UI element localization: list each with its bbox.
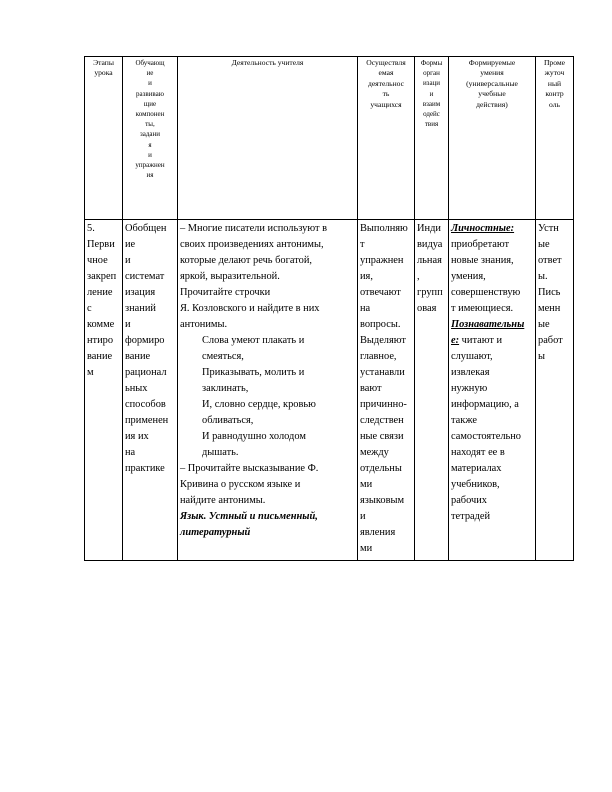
text-line: И, словно сердце, кровью xyxy=(202,399,316,410)
text-line: следствен xyxy=(360,415,404,426)
text-line: вание xyxy=(87,351,113,362)
text-line: и xyxy=(429,89,434,98)
text-line: причинно- xyxy=(360,399,407,410)
text-line: новые знания, xyxy=(451,255,514,266)
text-line: между xyxy=(360,447,389,458)
text-line: которые делают речь богатой, xyxy=(180,255,312,266)
text-line: устанавли xyxy=(360,367,405,378)
text-line: Слова умеют плакать и xyxy=(202,335,305,346)
cognitive-label-line-2 xyxy=(451,333,533,349)
text-line: Деятельность учителя xyxy=(231,58,304,67)
text-line: системат xyxy=(125,271,165,282)
text-line: рационал xyxy=(125,367,167,378)
text-line: чное xyxy=(87,255,108,266)
text-line: языковым xyxy=(360,495,405,506)
cell-teacher xyxy=(178,220,358,561)
cognitive-rest: читают и xyxy=(459,335,503,346)
text-line: учебные xyxy=(478,89,506,99)
cell-content xyxy=(123,220,178,561)
text-line: ие xyxy=(125,239,136,250)
text-line: ие xyxy=(146,69,154,78)
text-line: комме xyxy=(87,319,115,330)
text-line: извлекая xyxy=(451,367,490,378)
text-line: информацию, а xyxy=(451,399,519,410)
text-line: литературный xyxy=(180,527,251,538)
text-line: Обобщен xyxy=(125,223,167,234)
text-line: ные связи xyxy=(360,431,404,442)
text-line: ми xyxy=(360,543,373,554)
text-line: овая xyxy=(417,303,437,314)
text-line: ми xyxy=(360,479,373,490)
text-line: 5. xyxy=(87,223,95,234)
text-line: Приказывать, молить и xyxy=(202,367,305,378)
header-student xyxy=(358,57,415,220)
cognitive-text xyxy=(451,349,533,525)
text-line: ты, xyxy=(145,120,155,129)
text-line: Этапы xyxy=(93,58,114,67)
text-line: слушают, xyxy=(451,351,493,362)
text-line: групп xyxy=(417,287,443,298)
cognitive-label-1: Познавательны xyxy=(451,319,525,330)
cell-control xyxy=(536,220,574,561)
text-line: одейс xyxy=(423,110,440,119)
text-line: на xyxy=(125,447,136,458)
text-line: взаим xyxy=(422,99,441,108)
text-line: и xyxy=(360,511,366,522)
text-line: ть xyxy=(382,89,390,99)
text-line: отдельны xyxy=(360,463,402,474)
text-line: совершенствую xyxy=(451,287,521,298)
text-line: Обучающ xyxy=(135,59,165,67)
text-line: деятельнос xyxy=(367,78,405,88)
text-line: – Многие писатели используют в xyxy=(180,223,327,234)
text-line: Формы xyxy=(420,59,443,67)
text-line: дышать. xyxy=(202,447,239,458)
text-line: оль xyxy=(549,99,560,109)
text-line: вание xyxy=(125,351,151,362)
header-forms xyxy=(415,57,449,220)
text-line: орган xyxy=(423,69,440,78)
text-line: видуа xyxy=(417,239,443,250)
header-stage xyxy=(85,57,123,220)
text-line: жуточ xyxy=(544,68,565,78)
text-line: вают xyxy=(360,383,382,394)
poem-kozlovsky xyxy=(180,333,355,461)
text-line: тетрадей xyxy=(451,511,491,522)
text-line: упражнен xyxy=(135,161,165,170)
text-line: льная xyxy=(417,255,442,266)
text-line: ы. xyxy=(538,271,548,282)
text-line: , xyxy=(417,271,420,282)
text-line: ление xyxy=(87,287,113,298)
text-line: Формируемые xyxy=(468,58,516,67)
text-line: приобретают xyxy=(451,239,510,250)
text-line: закреп xyxy=(87,271,117,282)
text-line: нтиро xyxy=(87,335,114,346)
text-line: (универсальные xyxy=(466,78,518,88)
text-line: явления xyxy=(360,527,396,538)
text-line: задани xyxy=(139,130,161,139)
text-line: Перви xyxy=(87,239,115,250)
text-line: находят ее в xyxy=(451,447,505,458)
text-line: своих произведениях антонимы, xyxy=(180,239,324,250)
text-line: умения xyxy=(480,68,504,78)
text-line: заклинать, xyxy=(202,383,249,394)
text-line: с xyxy=(87,303,92,314)
text-line: компонен xyxy=(135,110,165,119)
text-line: материалах xyxy=(451,463,502,474)
text-line: и xyxy=(125,255,131,266)
text-line: работ xyxy=(538,335,563,346)
text-line: ответ xyxy=(538,255,562,266)
header-content xyxy=(123,57,178,220)
cell-stage xyxy=(85,220,123,561)
text-line: антонимы. xyxy=(180,319,228,330)
text-line: найдите антонимы. xyxy=(180,495,266,506)
text-line: Выделяют xyxy=(360,335,406,346)
text-line: ые xyxy=(538,319,550,330)
krivin-quote xyxy=(180,509,355,541)
teacher-intro xyxy=(180,221,355,333)
text-line: знаний xyxy=(125,303,156,314)
text-line: т имеющиеся. xyxy=(451,303,514,314)
text-line: самостоятельно xyxy=(451,431,522,442)
text-line: щие xyxy=(143,99,157,108)
text-line: ы xyxy=(538,351,545,362)
text-line: рабочих xyxy=(451,495,488,506)
text-line: изация xyxy=(125,287,156,298)
text-line: на xyxy=(360,303,371,314)
text-line: действия) xyxy=(476,99,508,109)
cognitive-label-2: е: xyxy=(451,335,460,346)
text-line: Проме xyxy=(543,58,566,67)
text-line: м xyxy=(87,367,94,378)
text-line: Устн xyxy=(538,223,559,234)
text-line: нужную xyxy=(451,383,488,394)
text-line: формиро xyxy=(125,335,165,346)
lesson-plan-table xyxy=(84,56,574,561)
header-row xyxy=(85,57,574,220)
text-line: яркой, выразительной. xyxy=(180,271,280,282)
text-line: и xyxy=(125,319,131,330)
text-line: вопросы. xyxy=(360,319,401,330)
text-line: практике xyxy=(125,463,165,474)
text-line: Я. Козловского и найдите в них xyxy=(180,303,320,314)
text-line: ия xyxy=(146,171,154,180)
text-line: твия xyxy=(424,120,439,129)
text-line: Выполняю xyxy=(360,223,408,234)
text-line: также xyxy=(451,415,477,426)
text-line: Кривина о русском языке и xyxy=(180,479,301,490)
text-line: урока xyxy=(94,68,113,78)
text-line: обливаться, xyxy=(202,415,254,426)
cell-student xyxy=(358,220,415,561)
text-line: главное, xyxy=(360,351,397,362)
text-line: Язык. Устный и письменный, xyxy=(180,511,318,522)
text-line: и xyxy=(148,79,152,88)
text-line: я xyxy=(148,140,152,149)
text-line: способов xyxy=(125,399,166,410)
cell-forms xyxy=(415,220,449,561)
text-line: Инди xyxy=(417,223,441,234)
personal-text xyxy=(451,237,533,317)
text-line: менн xyxy=(538,303,561,314)
header-teacher xyxy=(178,57,358,220)
text-line: изаци xyxy=(422,79,441,88)
text-line: Осуществля xyxy=(366,58,406,67)
text-line: Прочитайте строчки xyxy=(180,287,271,298)
text-line: умения, xyxy=(451,271,486,282)
teacher-task-2 xyxy=(180,461,355,509)
text-line: ьных xyxy=(125,383,148,394)
text-line: ия их xyxy=(125,431,149,442)
text-line: емая xyxy=(378,68,394,78)
text-line: упражнен xyxy=(360,255,404,266)
text-line: учащихся xyxy=(370,99,402,109)
text-line: контр xyxy=(545,89,564,99)
text-line: ия, xyxy=(360,271,373,282)
text-line: ный xyxy=(547,78,562,88)
text-line: учебников, xyxy=(451,479,500,490)
text-line: развиваю xyxy=(136,89,164,98)
stage-5-row xyxy=(85,220,574,561)
text-line: применен xyxy=(125,415,169,426)
header-control xyxy=(536,57,574,220)
text-line: Пись xyxy=(538,287,561,298)
header-skills xyxy=(449,57,536,220)
text-line: – Прочитайте высказывание Ф. xyxy=(180,463,319,474)
text-line: т xyxy=(360,239,365,250)
text-line: И равнодушно холодом xyxy=(202,431,306,442)
text-line: смеяться, xyxy=(202,351,244,362)
text-line: и xyxy=(148,150,152,159)
cell-skills xyxy=(449,220,536,561)
text-line: отвечают xyxy=(360,287,401,298)
personal-label: Личностные: xyxy=(451,223,515,234)
text-line: ые xyxy=(538,239,550,250)
